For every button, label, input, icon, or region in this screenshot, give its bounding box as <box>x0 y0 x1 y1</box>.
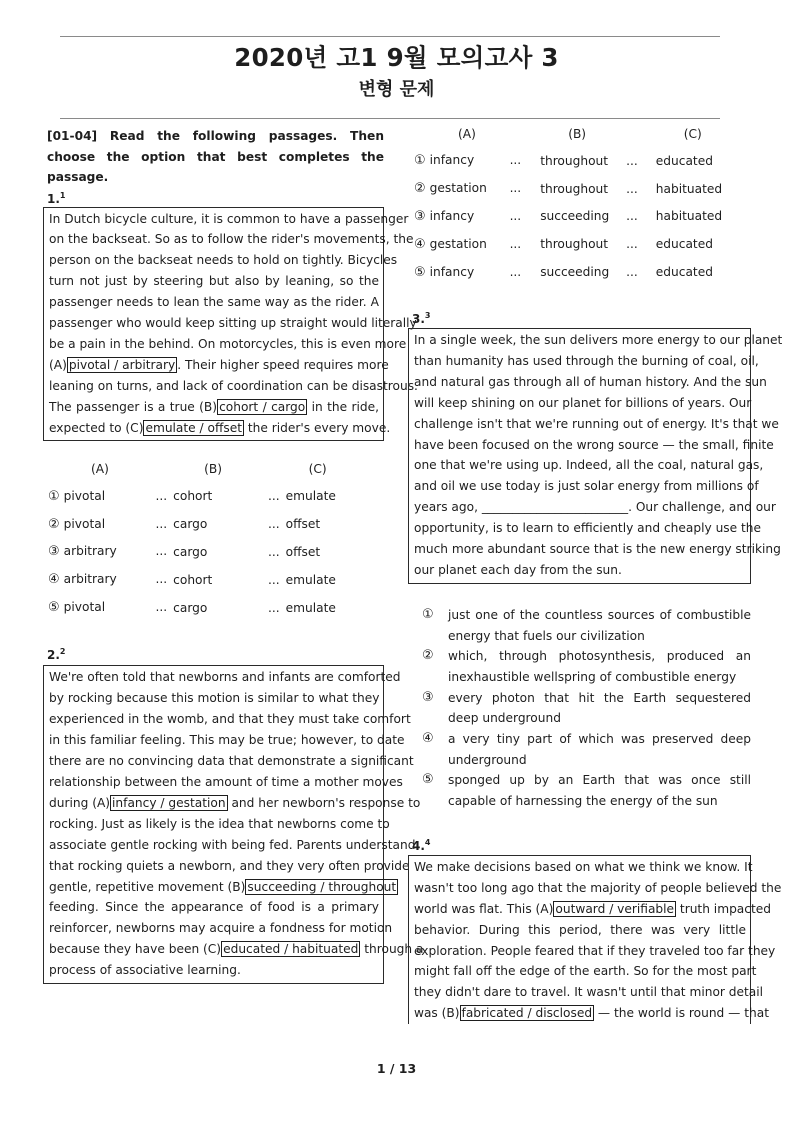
passage-line: challenge isn't that we're running out of energy. It's that we <box>414 416 779 431</box>
page-number: 1 / 13 <box>376 1061 417 1076</box>
right-column <box>408 126 783 1024</box>
question-2-options <box>408 121 751 286</box>
ellipsis: ... <box>268 517 280 532</box>
option-number: ③ <box>48 544 60 560</box>
passage-line: will keep shining on our planet for billions of years. Our <box>414 395 752 410</box>
header-b: (B) <box>568 127 587 141</box>
option-item[interactable] <box>408 646 751 687</box>
header-a: (A) <box>458 127 476 141</box>
question-1-options <box>43 456 384 621</box>
question-4-number: 4.$^4$ <box>412 837 431 853</box>
option-number: ① <box>414 153 426 169</box>
passage-line: associate gentle rocking with being fed. Parents understand <box>49 837 416 852</box>
choice-box-b: fabricated / disclosed <box>461 1006 593 1021</box>
passage-line: by rocking because this motion is similar to what they <box>49 691 380 706</box>
choice-box-b: cohort / cargo <box>219 399 306 414</box>
option-number: ⑤ <box>414 264 426 280</box>
option-text: sponged up by an Earth that was once still capable of harnessing the energy of the sun <box>448 773 751 809</box>
page-subtitle: 변형 문제 <box>358 79 435 100</box>
question-1-passage <box>43 207 418 442</box>
header-c: (C) <box>308 462 327 477</box>
ellipsis: ... <box>155 544 168 559</box>
option-row[interactable] <box>43 510 384 538</box>
option-c: educated <box>655 237 713 252</box>
option-c: habituated <box>655 209 723 224</box>
passage-line: feeding. Since the appearance of food is a primary <box>49 900 379 915</box>
option-row[interactable] <box>408 203 751 231</box>
passage-line: have been focused on the wrong source — the small, finite <box>414 437 774 452</box>
option-a: infancy <box>429 153 475 168</box>
passage-line: years ago, ________________________. Our challenge, and our <box>414 500 776 515</box>
option-a: arbitrary <box>63 572 117 587</box>
option-row[interactable] <box>43 482 384 510</box>
option-text: every photon that hit the Earth sequestered deep underground <box>448 690 751 726</box>
option-number: ③ <box>422 689 434 705</box>
ellipsis: ... <box>509 181 522 196</box>
option-number: ⑤ <box>422 772 434 788</box>
option-c: habituated <box>655 181 723 196</box>
passage-line: be a pain in the behind. On motorcycles, this is even more <box>49 336 407 351</box>
choice-box-a: outward / verifiable <box>555 901 675 916</box>
passage-line: passenger who would keep sitting up straight would literally <box>49 316 417 331</box>
passage-line: We make decisions based on what we think we know. It <box>414 859 753 874</box>
passage-line: expected to (C) emulate / offset the rider's every move. <box>49 420 391 435</box>
option-number: ④ <box>414 236 426 252</box>
option-c: offset <box>285 517 321 532</box>
choice-box-b: succeeding / throughout <box>247 879 397 894</box>
choice-box-c: educated / habituated <box>223 942 359 957</box>
passage-line: leaning on turns, and lack of coordination can be disastrous. <box>49 378 418 393</box>
passage-line: they didn't dare to travel. It wasn't until that minor detail <box>414 985 764 1000</box>
option-number: ③ <box>414 208 426 224</box>
ellipsis: ... <box>509 264 522 279</box>
option-row[interactable] <box>408 175 751 203</box>
passage-line: our planet each day from the sun. <box>414 562 622 577</box>
question-1-number: 1.$^1$ <box>47 190 66 206</box>
ellipsis: ... <box>268 544 280 559</box>
ellipsis: ... <box>509 208 522 223</box>
question-3-passage <box>408 328 783 584</box>
option-number: ② <box>414 181 426 197</box>
passage-line: (A) pivotal / arbitrary . Their higher speed requires more <box>49 357 389 372</box>
passage-line: In Dutch bicycle culture, it is common to have a passenger <box>49 211 409 226</box>
passage-line: person on the backseat needs to hold on tightly. Bicycles <box>49 253 398 268</box>
top-rule <box>60 36 720 37</box>
question-3-options <box>408 605 751 812</box>
option-number: ④ <box>422 731 434 747</box>
passage-line: that rocking quiets a newborn, and they very often provide <box>49 858 410 873</box>
option-b: throughout <box>540 153 609 168</box>
passage-line: because they have been (C) educated / habituated through a <box>49 942 424 957</box>
option-text: which, through photosynthesis, produced an inexhaustible wellspring of combustible energy <box>448 649 751 684</box>
passage-line: than humanity has used through the burning of coal, oil, <box>414 353 759 368</box>
choice-box-a: infancy / gestation <box>112 795 226 810</box>
choice-box-a: pivotal / arbitrary <box>68 357 176 372</box>
header-c: (C) <box>683 127 702 141</box>
option-row[interactable] <box>43 566 384 594</box>
passage-line: and oil we use today is just solar energy from millions of <box>414 479 759 494</box>
passage-line: on the backseat. So as to follow the rider's movements, the <box>49 232 414 247</box>
ellipsis: ... <box>626 209 638 224</box>
question-4-passage <box>408 855 782 1024</box>
option-number: ② <box>48 516 60 532</box>
option-b: cargo <box>173 600 208 615</box>
option-c: offset <box>285 544 321 559</box>
option-c: educated <box>655 153 713 168</box>
passage-line: one that we're using up. Indeed, all the coal, natural gas, <box>414 458 764 473</box>
passage-line: wasn't too long ago that the majority of people believed the <box>414 880 782 895</box>
passage-line: turn not just by steering but also by leaning, so the <box>49 274 379 289</box>
ellipsis: ... <box>155 488 168 503</box>
passage-line: relationship between the amount of time a mother moves <box>49 774 403 789</box>
passage-line: reinforcer, newborns may acquire a fondness for motion <box>49 921 393 936</box>
passage-line: behavior. During this period, there was very little <box>414 922 746 937</box>
option-b: succeeding <box>540 209 610 224</box>
passage-line: exploration. People feared that if they traveled too far they <box>414 943 776 958</box>
passage-line: process of associative learning. <box>49 963 241 978</box>
option-item[interactable] <box>408 688 751 729</box>
question-3-number: 3.$^3$ <box>412 310 431 326</box>
option-b: cohort <box>173 489 213 504</box>
passage-line: and natural gas through all of human history. And the sun <box>414 374 767 389</box>
option-c: emulate <box>285 489 336 504</box>
passage-line: there are no convincing data that demonstrate a significant <box>49 754 414 769</box>
option-row[interactable] <box>43 538 384 566</box>
option-number: ④ <box>48 572 60 588</box>
option-item[interactable] <box>408 605 751 646</box>
option-text: just one of the countless sources of combustible energy that fuels our civilization <box>448 607 751 643</box>
passage-line: world was flat. This (A) outward / verifiable truth impacted <box>414 901 771 916</box>
option-c: emulate <box>285 572 336 587</box>
passage-line: in this familiar feeling. This may be true; however, to date <box>49 733 405 748</box>
ellipsis: ... <box>268 600 280 615</box>
option-a: gestation <box>429 236 487 251</box>
option-b: cargo <box>173 544 208 559</box>
passage-line: We're often told that newborns and infants are comforted <box>49 670 401 685</box>
option-b: cargo <box>173 517 208 532</box>
option-row[interactable] <box>408 230 751 258</box>
question-2-number: 2.$^2$ <box>47 647 66 663</box>
option-a: pivotal <box>63 488 106 503</box>
option-item[interactable] <box>408 729 751 770</box>
passage-line: opportunity, is to learn to efficiently and cheaply use the <box>414 521 762 536</box>
option-a: pivotal <box>63 516 106 531</box>
passage-line: much more abundant source that is the new energy striking <box>414 542 781 557</box>
option-a: infancy <box>429 264 475 279</box>
option-a: pivotal <box>63 600 106 615</box>
ellipsis: ... <box>268 489 280 504</box>
ellipsis: ... <box>626 153 638 168</box>
option-item[interactable] <box>408 770 751 811</box>
option-c: educated <box>655 265 713 280</box>
instructions: [01-04] Read the following passages. Then choose the option that best completes the passage. <box>47 129 384 184</box>
passage-line: In a single week, the sun delivers more energy to our planet <box>414 332 783 347</box>
header-b: (B) <box>204 462 223 477</box>
ellipsis: ... <box>155 572 168 587</box>
ellipsis: ... <box>509 236 522 251</box>
option-a: gestation <box>429 181 487 196</box>
option-row[interactable] <box>408 147 751 175</box>
option-number: ⑤ <box>48 600 60 616</box>
passage-line: gentle, repetitive movement (B) succeeding / throughout <box>49 879 397 894</box>
title-rule <box>60 118 720 119</box>
ellipsis: ... <box>626 237 638 252</box>
option-number: ① <box>422 606 434 622</box>
option-a: arbitrary <box>63 544 117 559</box>
page-title: 2020년 고1 9월 모의고사 3 <box>234 43 559 72</box>
choice-box-c: emulate / offset <box>145 420 243 435</box>
option-number: ② <box>422 648 434 664</box>
passage-line: was (B) fabricated / disclosed — the world is round — that <box>414 1006 769 1021</box>
ellipsis: ... <box>155 516 168 531</box>
option-b: cohort <box>173 572 213 587</box>
option-c: emulate <box>285 600 336 615</box>
option-row[interactable] <box>408 258 751 286</box>
option-b: throughout <box>540 237 609 252</box>
header-a: (A) <box>91 462 109 477</box>
ellipsis: ... <box>268 572 280 587</box>
passage-line: during (A) infancy / gestation and her newborn's response to <box>49 795 421 810</box>
passage-line: The passenger is a true (B) cohort / cargo in the ride, <box>49 399 380 414</box>
passage-line: experienced in the womb, and that they must take comfort <box>49 712 411 727</box>
option-text: a very tiny part of which was preserved deep underground <box>448 732 751 767</box>
ellipsis: ... <box>509 153 522 168</box>
option-a: infancy <box>429 208 475 223</box>
option-b: throughout <box>540 181 609 196</box>
option-b: succeeding <box>540 265 610 280</box>
passage-line: rocking. Just as likely is the idea that newborns come to <box>49 816 390 831</box>
option-number: ① <box>48 488 60 504</box>
ellipsis: ... <box>626 181 638 196</box>
option-row[interactable] <box>43 594 384 622</box>
passage-line: might fall off the edge of the earth. So for the most part <box>414 964 757 979</box>
passage-line: passenger needs to lean the same way as the rider. A <box>49 295 379 310</box>
ellipsis: ... <box>626 265 638 280</box>
ellipsis: ... <box>155 600 168 615</box>
